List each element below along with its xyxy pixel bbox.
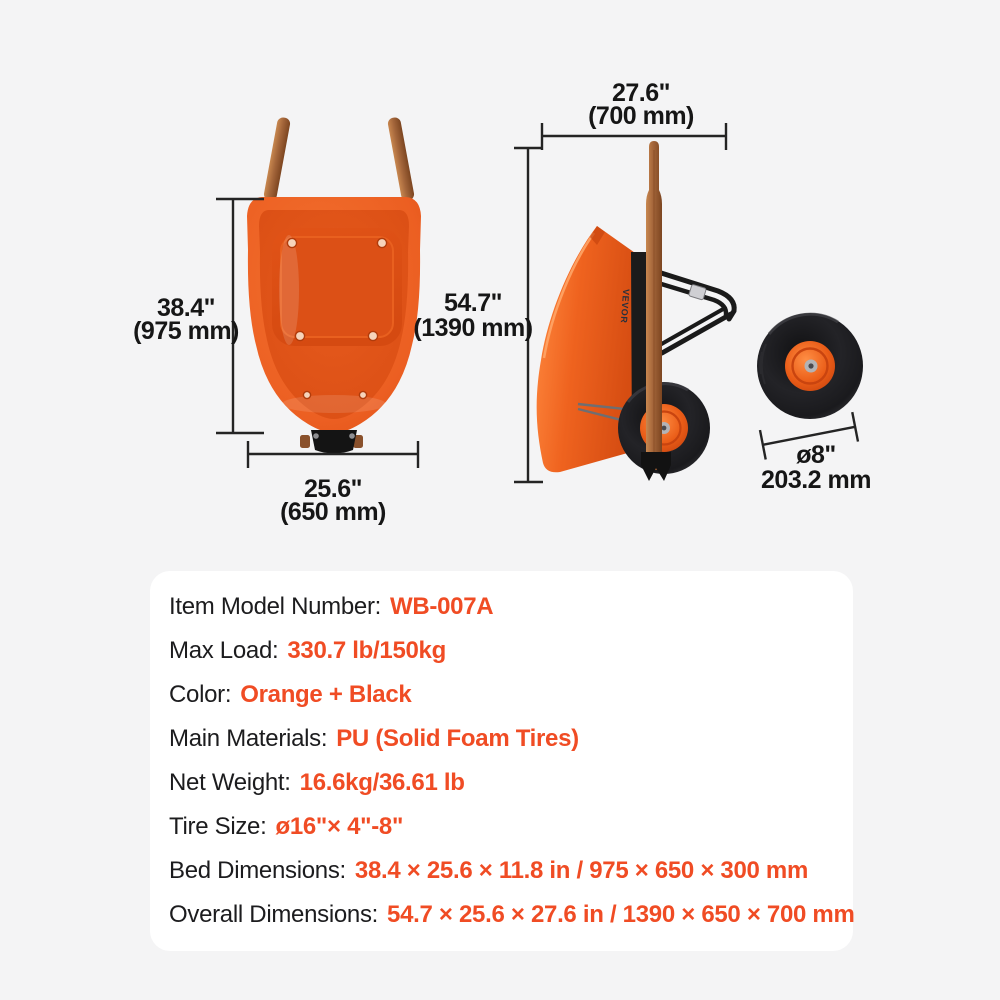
spec-row-net-weight — [169, 761, 843, 805]
wheel-diameter-dimension — [760, 412, 871, 494]
spec-value: 54.7 × 25.6 × 27.6 in / 1390 × 650 × 700 mm — [387, 901, 855, 928]
spec-panel — [150, 571, 853, 951]
spec-row-bed-dimensions — [169, 849, 843, 893]
spec-label: Main Materials: — [169, 725, 328, 752]
wheel-diameter-mm: 203.2 mm — [761, 466, 871, 494]
spec-row-tire-size — [169, 805, 843, 849]
spec-label: Max Load: — [169, 637, 279, 664]
spec-label: Bed Dimensions: — [169, 857, 346, 884]
spec-value: Orange + Black — [240, 681, 412, 708]
spec-value: ø16"× 4"-8" — [275, 813, 404, 840]
side-view-depth-dimension — [542, 79, 726, 150]
wheel-diameter-in: ø8" — [796, 441, 836, 469]
side-view-illustration — [537, 141, 735, 481]
wheel-bracket-nose — [311, 430, 357, 454]
spec-value: WB-007A — [390, 593, 494, 620]
spec-label: Net Weight: — [169, 769, 291, 796]
front-handle-tip-left — [300, 435, 310, 448]
side-view-foot-bracket — [641, 452, 671, 481]
top-view-height-dimension — [133, 199, 264, 433]
top-view-height-mm: (975 mm) — [133, 317, 239, 345]
spec-row-model — [169, 585, 843, 629]
spec-label: Overall Dimensions: — [169, 901, 379, 928]
side-view-height-mm: (1390 mm) — [413, 314, 533, 342]
spec-row-materials — [169, 717, 843, 761]
top-view-left-handle — [263, 117, 291, 202]
top-view-width-dimension — [248, 441, 418, 526]
spec-value: 16.6kg/36.61 lb — [299, 769, 465, 796]
side-view-frame — [658, 272, 734, 353]
side-view-depth-mm: (700 mm) — [588, 102, 694, 130]
top-view-right-handle — [387, 117, 415, 202]
side-view-handle — [646, 141, 662, 470]
spec-value: 38.4 × 25.6 × 11.8 in / 975 × 650 × 300 mm — [354, 857, 809, 884]
side-view-height-in: 54.7" — [443, 289, 503, 317]
top-view-illustration — [247, 117, 421, 454]
wheel-illustration — [757, 313, 863, 419]
spec-label: Tire Size: — [169, 813, 267, 840]
spec-label: Item Model Number: — [169, 593, 382, 620]
top-view-width-in: 25.6" — [303, 475, 363, 503]
spec-row-max-load — [169, 629, 843, 673]
brand-logo: VEVOR — [618, 288, 632, 324]
top-view-width-mm: (650 mm) — [280, 498, 386, 526]
spec-value: PU (Solid Foam Tires) — [336, 725, 579, 752]
side-view-height-dimension — [413, 148, 543, 482]
side-view-depth-in: 27.6" — [611, 79, 671, 107]
spec-row-color — [169, 673, 843, 717]
top-view-height-in: 38.4" — [156, 294, 216, 322]
spec-value: 330.7 lb/150kg — [287, 637, 446, 664]
spec-label: Color: — [169, 681, 232, 708]
spec-row-overall-dimensions — [169, 893, 855, 937]
